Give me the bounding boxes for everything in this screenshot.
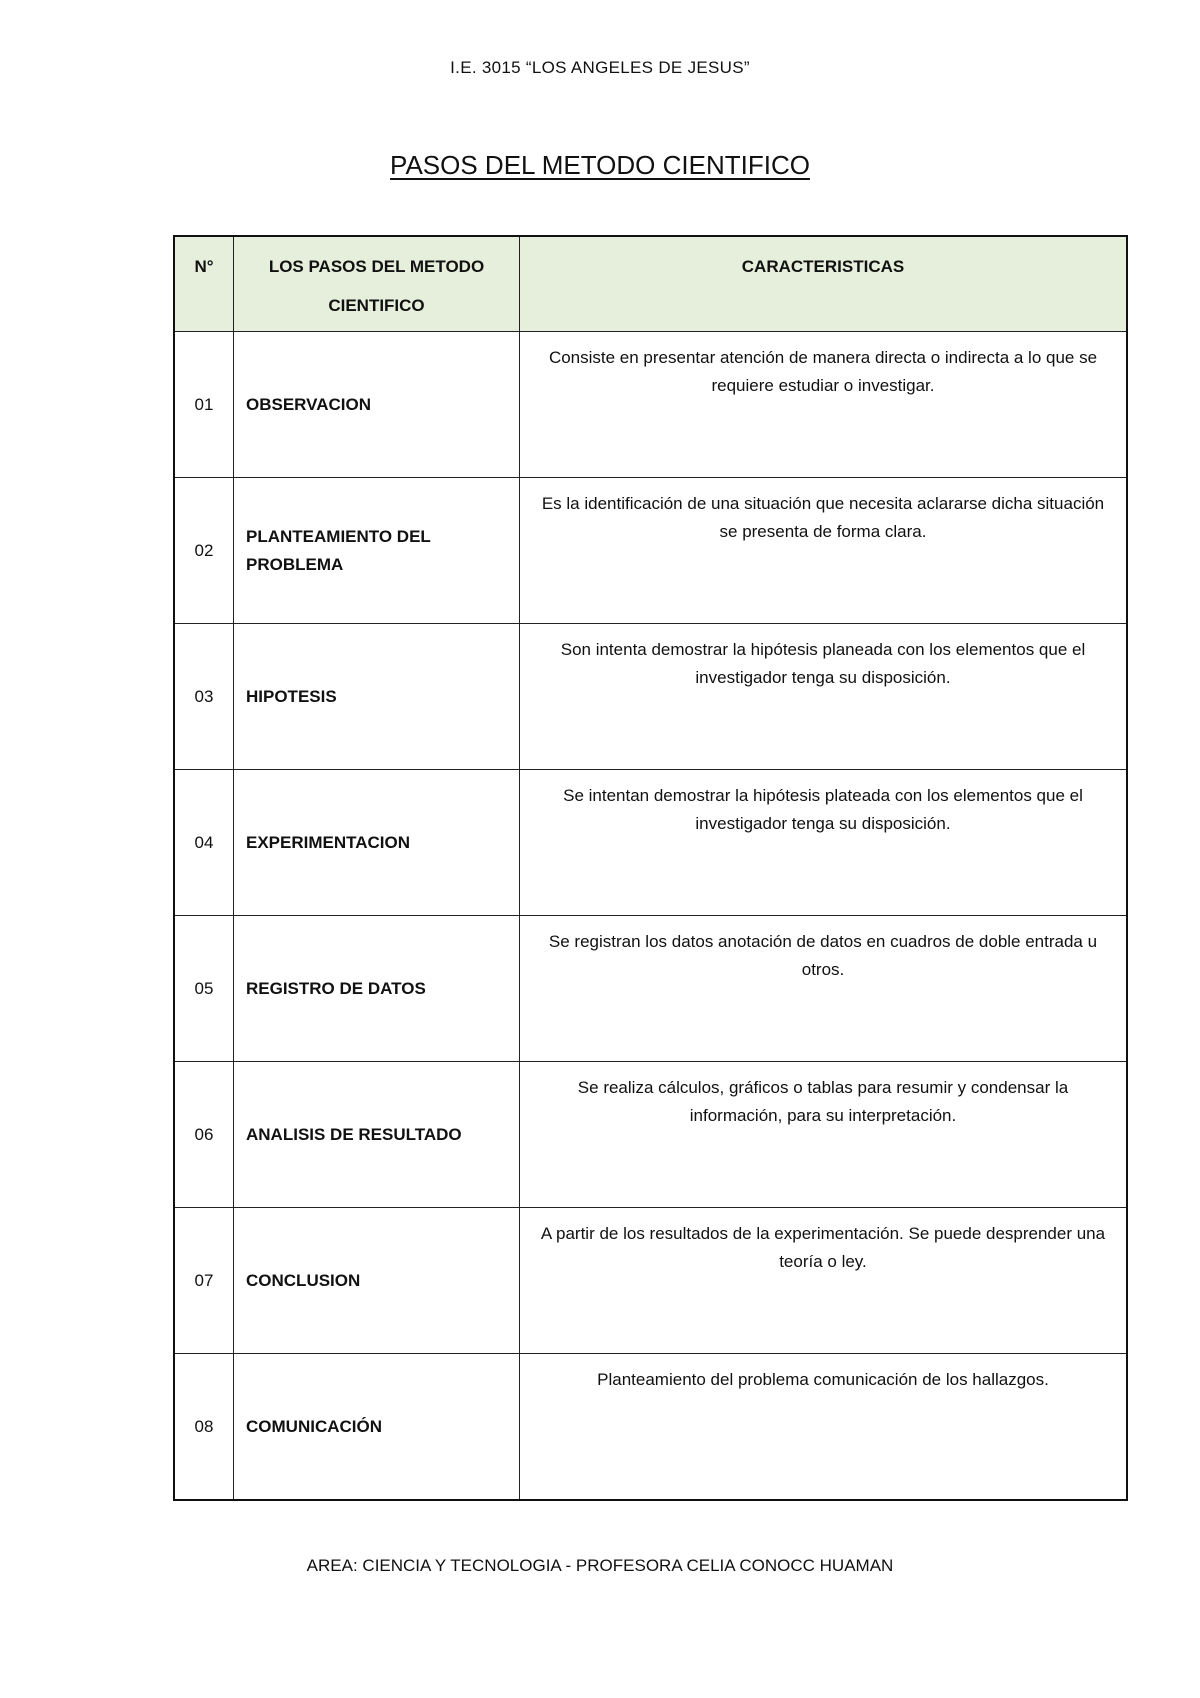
row-description: Consiste en presentar atención de manera directa o indirecta a lo que se requiere estudiar o investigar. <box>520 332 1128 478</box>
row-step: PLANTEAMIENTO DEL PROBLEMA <box>234 478 520 624</box>
row-description: Se realiza cálculos, gráficos o tablas para resumir y condensar la información, para su interpretación. <box>520 1062 1128 1208</box>
row-step: CONCLUSION <box>234 1208 520 1354</box>
row-description: Es la identificación de una situación que necesita aclararse dicha situación se presenta de forma clara. <box>520 478 1128 624</box>
page-title: PASOS DEL METODO CIENTIFICO <box>390 150 810 180</box>
row-step: OBSERVACION <box>234 332 520 478</box>
document-footer: AREA: CIENCIA Y TECNOLOGIA - PROFESORA CELIA CONOCC HUAMAN <box>306 1556 894 1575</box>
document-header: I.E. 3015 “LOS ANGELES DE JESUS” <box>450 58 750 77</box>
row-number: 05 <box>174 916 234 1062</box>
row-number: 01 <box>174 332 234 478</box>
row-step: COMUNICACIÓN <box>234 1354 520 1501</box>
row-description: Planteamiento del problema comunicación de los hallazgos. <box>520 1354 1128 1501</box>
row-description: Son intenta demostrar la hipótesis planeada con los elementos que el investigador tenga su disposición. <box>520 624 1128 770</box>
row-number: 04 <box>174 770 234 916</box>
column-header-number: N° <box>174 236 234 332</box>
table-row <box>174 1208 1127 1354</box>
steps-table <box>173 235 1128 1501</box>
table-row <box>174 332 1127 478</box>
column-header-step: LOS PASOS DEL METODO CIENTIFICO <box>234 236 520 332</box>
row-number: 06 <box>174 1062 234 1208</box>
table-row <box>174 1062 1127 1208</box>
row-number: 02 <box>174 478 234 624</box>
row-description: A partir de los resultados de la experimentación. Se puede desprender una teoría o ley. <box>520 1208 1128 1354</box>
row-description: Se registran los datos anotación de datos en cuadros de doble entrada u otros. <box>520 916 1128 1062</box>
table-row <box>174 770 1127 916</box>
row-number: 03 <box>174 624 234 770</box>
table-row <box>174 478 1127 624</box>
row-number: 08 <box>174 1354 234 1501</box>
column-header-characteristics: CARACTERISTICAS <box>520 236 1128 332</box>
row-step: ANALISIS DE RESULTADO <box>234 1062 520 1208</box>
table-row <box>174 916 1127 1062</box>
row-description: Se intentan demostrar la hipótesis plateada con los elementos que el investigador tenga su disposición. <box>520 770 1128 916</box>
row-step: REGISTRO DE DATOS <box>234 916 520 1062</box>
table-header-row <box>174 236 1127 332</box>
row-step: EXPERIMENTACION <box>234 770 520 916</box>
row-number: 07 <box>174 1208 234 1354</box>
table-row <box>174 1354 1127 1501</box>
row-step: HIPOTESIS <box>234 624 520 770</box>
table-row <box>174 624 1127 770</box>
